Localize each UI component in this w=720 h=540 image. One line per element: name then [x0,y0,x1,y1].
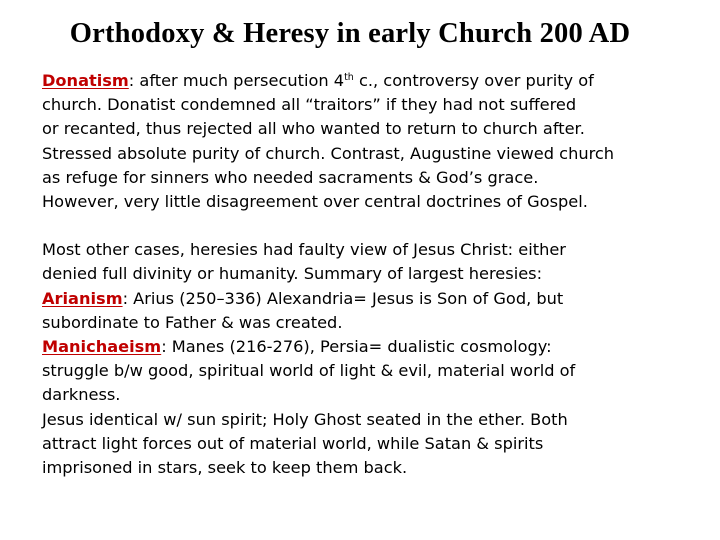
arianism-line-1 [42,287,714,311]
manichaeism-line-2: struggle b/w good, spiritual world of light & evil, material world of [42,361,576,381]
donatism-text-1a: : after much persecution 4 [128,71,345,90]
manichaeism-line-4: Jesus identical w/ sun spirit; Holy Ghost seated in the ether. Both [42,409,568,429]
ordinal-superscript: th [344,72,354,83]
slide-title: Orthodoxy & Heresy in early Church 200 AD [69,18,631,49]
donatism-term: Donatism [42,71,129,90]
donatism-line-1 [42,69,714,93]
donatism-line-5: as refuge for sinners who needed sacraments & God’s grace. [42,167,539,187]
manichaeism-line-1 [42,335,714,359]
donatism-line-6: However, very little disagreement over central doctrines of Gospel. [42,192,588,212]
manichaeism-term: Manichaeism [42,337,162,357]
manichaeism-line-5: attract light forces out of material world, while Satan & spirits [42,433,544,453]
donatism-text-1b: c., controversy over purity of [353,71,594,90]
donatism-paragraph [42,69,714,214]
arianism-text-1: : Arius (250–336) Alexandria= Jesus is Son of God, but [122,288,564,308]
heresies-paragraph [42,238,714,480]
arianism-term: Arianism [42,288,123,308]
donatism-line-4: Stressed absolute purity of church. Contrast, Augustine viewed church [42,143,615,163]
arianism-line-2: subordinate to Father & was created. [42,312,343,332]
other-cases-line-1: Most other cases, heresies had faulty view of Jesus Christ: either [42,240,566,260]
manichaeism-line-6: imprisoned in stars, seek to keep them back. [42,458,408,478]
donatism-line-2: church. Donatist condemned all “traitors” if they had not suffered [42,95,577,115]
donatism-line-3: or recanted, thus rejected all who wanted to return to church after. [42,119,585,139]
manichaeism-line-3: darkness. [42,385,121,405]
slide-body [42,69,714,480]
other-cases-line-2: denied full divinity or humanity. Summary of largest heresies: [42,264,543,284]
manichaeism-text-1: : Manes (216-276), Persia= dualistic cosmology: [161,337,552,357]
